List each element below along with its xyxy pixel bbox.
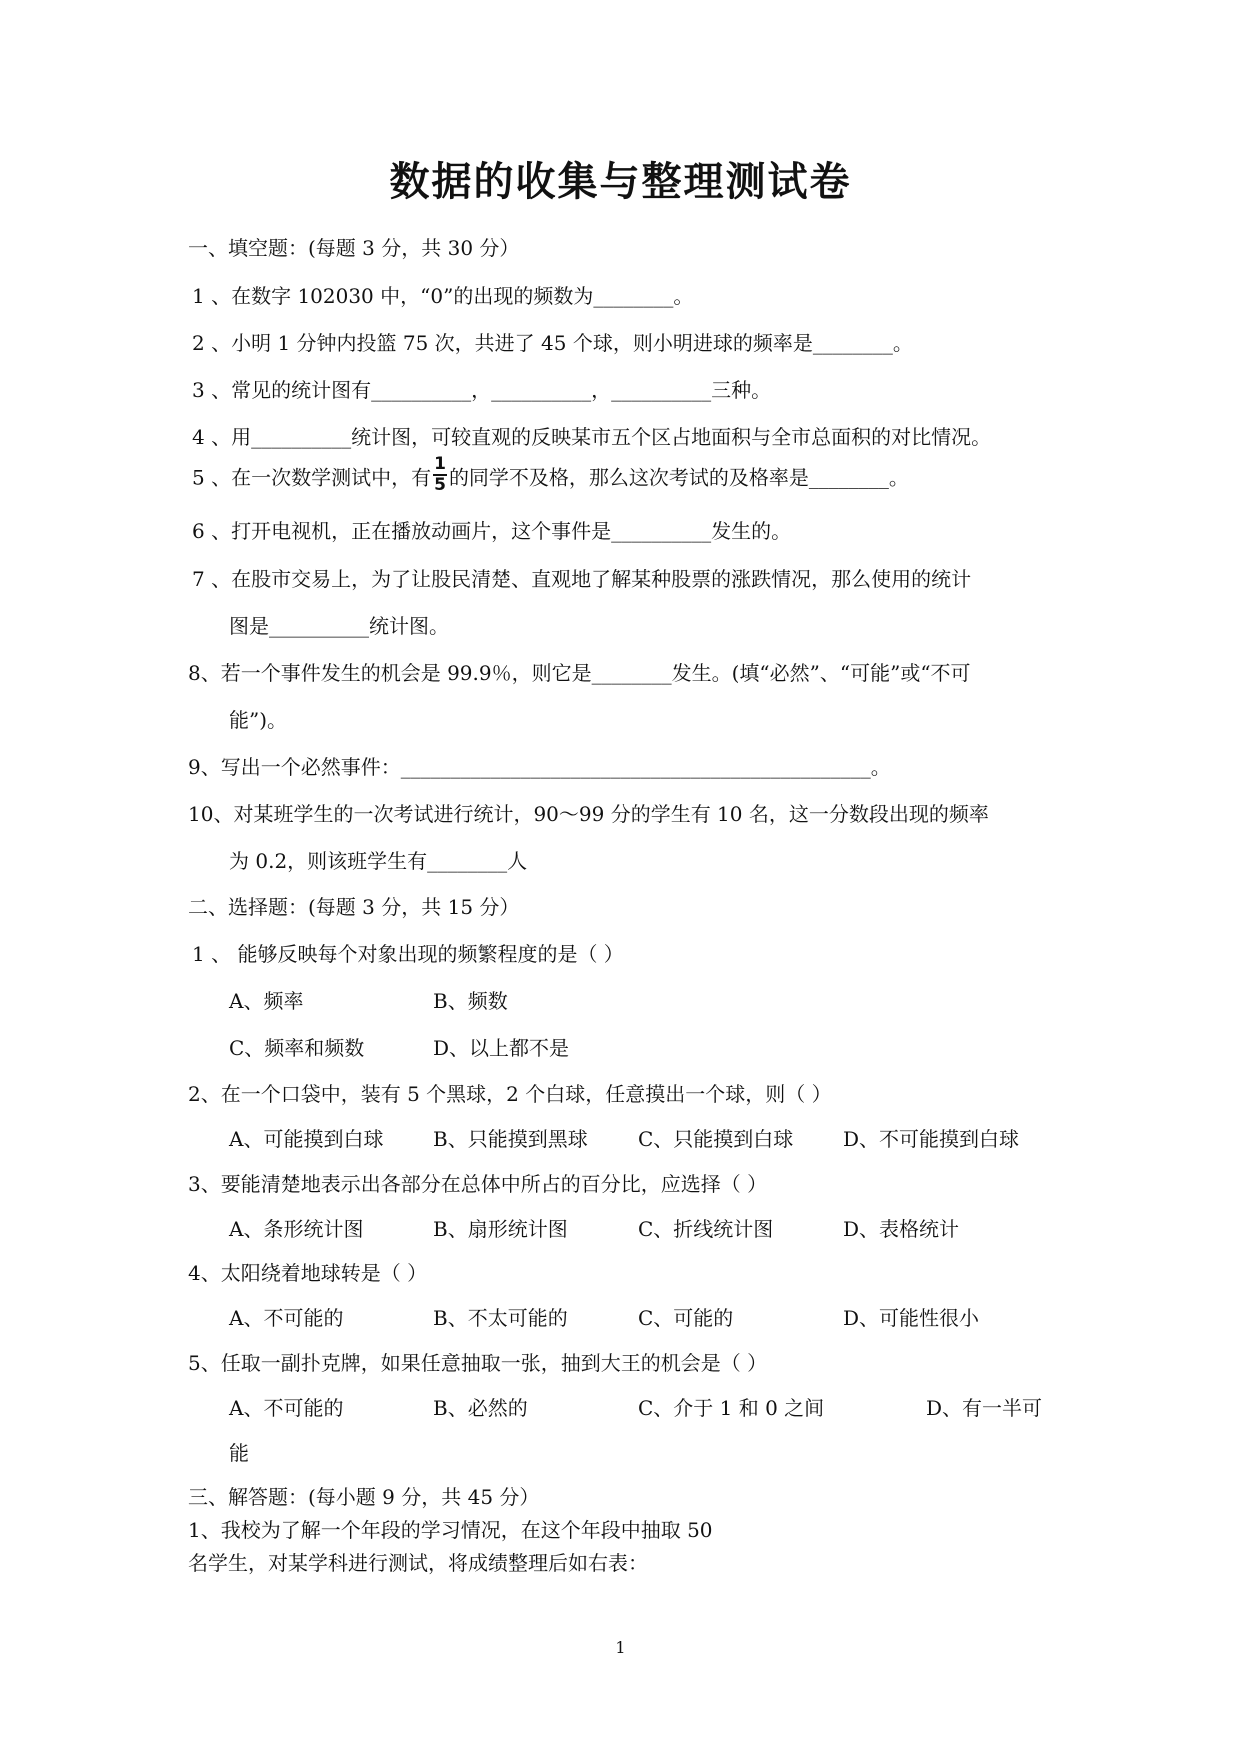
fill-question-7-line1: 7 、在股市交易上，为了让股民清楚、直观地了解某种股票的涨跌情况，那么使用的统计: [192, 567, 972, 591]
choice-4-option-a: A、不可能的: [229, 1306, 344, 1330]
choice-5-option-d-continued: 能: [229, 1441, 249, 1465]
choice-question-5: 5、任取一副扑克牌，如果任意抽取一张，抽到大王的机会是（ ）: [188, 1351, 768, 1375]
choice-2-option-b: B、只能摸到黑球: [433, 1127, 588, 1151]
choice-question-4: 4、太阳绕着地球转是（ ）: [188, 1261, 428, 1285]
fill-question-9: 9、写出一个必然事件：_______________________________________________。: [188, 755, 891, 779]
answer-question-1-line1: 1、我校为了解一个年段的学习情况，在这个年段中抽取 50: [188, 1518, 713, 1542]
page-number: 1: [615, 1638, 626, 1657]
choice-3-option-a: A、条形统计图: [229, 1217, 364, 1241]
fraction-denominator: 5: [434, 475, 446, 495]
choice-5-option-c: C、介于 1 和 0 之间: [638, 1396, 825, 1420]
fill-question-4: 4 、用__________统计图，可较直观的反映某市五个区占地面积与全市总面积的对比情况。: [192, 425, 992, 449]
fill-question-5-before: 5 、在一次数学测试中，有: [192, 465, 432, 490]
choice-4-option-d: D、可能性很小: [843, 1306, 980, 1330]
section3-heading: 三、解答题：(每小题 9 分，共 45 分）: [188, 1485, 540, 1509]
fill-question-7-line2: 图是__________统计图。: [229, 614, 449, 638]
section1-heading: 一、填空题：(每题 3 分，共 30 分）: [188, 236, 520, 260]
choice-4-option-c: C、可能的: [638, 1306, 734, 1330]
choice-5-option-b: B、必然的: [433, 1396, 528, 1420]
choice-1-option-d: D、以上都不是: [433, 1036, 570, 1060]
choice-2-option-a: A、可能摸到白球: [229, 1127, 384, 1151]
choice-5-option-a: A、不可能的: [229, 1396, 344, 1420]
fill-question-3: 3 、常见的统计图有__________，__________，__________三种。: [192, 378, 772, 402]
choice-question-3: 3、要能清楚地表示出各部分在总体中所占的百分比，应选择（ ）: [188, 1172, 768, 1196]
choice-4-option-b: B、不太可能的: [433, 1306, 568, 1330]
choice-question-1: 1 、 能够反映每个对象出现的频繁程度的是（ ）: [192, 942, 624, 966]
choice-question-2: 2、在一个口袋中，装有 5 个黑球，2 个白球，任意摸出一个球，则（ ）: [188, 1082, 832, 1106]
fill-question-10-line1: 10、对某班学生的一次考试进行统计，90～99 分的学生有 10 名，这一分数段出现的频率: [188, 802, 989, 826]
answer-question-1-line2: 名学生，对某学科进行测试，将成绩整理后如右表：: [188, 1551, 648, 1575]
fill-question-5-after: 的同学不及格，那么这次考试的及格率是________。: [448, 465, 909, 490]
choice-2-option-d: D、不可能摸到白球: [843, 1127, 1020, 1151]
choice-1-option-a: A、频率: [229, 989, 304, 1013]
choice-5-option-d: D、有一半可: [926, 1396, 1043, 1420]
fill-question-8-line1: 8、若一个事件发生的机会是 99.9％，则它是________发生。(填“必然”、“可能”或“不可: [188, 661, 971, 685]
fraction-one-fifth: [433, 456, 447, 494]
fill-question-5: [192, 454, 909, 498]
fill-question-8-line2: 能”)。: [229, 708, 288, 732]
page-title: 数据的收集与整理测试卷: [389, 159, 852, 205]
choice-3-option-c: C、折线统计图: [638, 1217, 774, 1241]
fill-question-6: 6 、打开电视机，正在播放动画片，这个事件是__________发生的。: [192, 519, 792, 543]
fraction-numerator: 1: [434, 454, 446, 474]
choice-1-option-b: B、频数: [433, 989, 508, 1013]
section2-heading: 二、选择题：(每题 3 分，共 15 分）: [188, 895, 520, 919]
fill-question-10-line2: 为 0.2，则该班学生有________人: [229, 849, 528, 873]
fill-question-1: 1 、在数字 102030 中，“0”的出现的频数为________。: [192, 284, 694, 308]
choice-2-option-c: C、只能摸到白球: [638, 1127, 794, 1151]
fill-question-2: 2 、小明 1 分钟内投篮 75 次，共进了 45 个球，则小明进球的频率是________。: [192, 331, 913, 355]
choice-3-option-d: D、表格统计: [843, 1217, 960, 1241]
choice-1-option-c: C、频率和频数: [229, 1036, 365, 1060]
choice-3-option-b: B、扇形统计图: [433, 1217, 568, 1241]
